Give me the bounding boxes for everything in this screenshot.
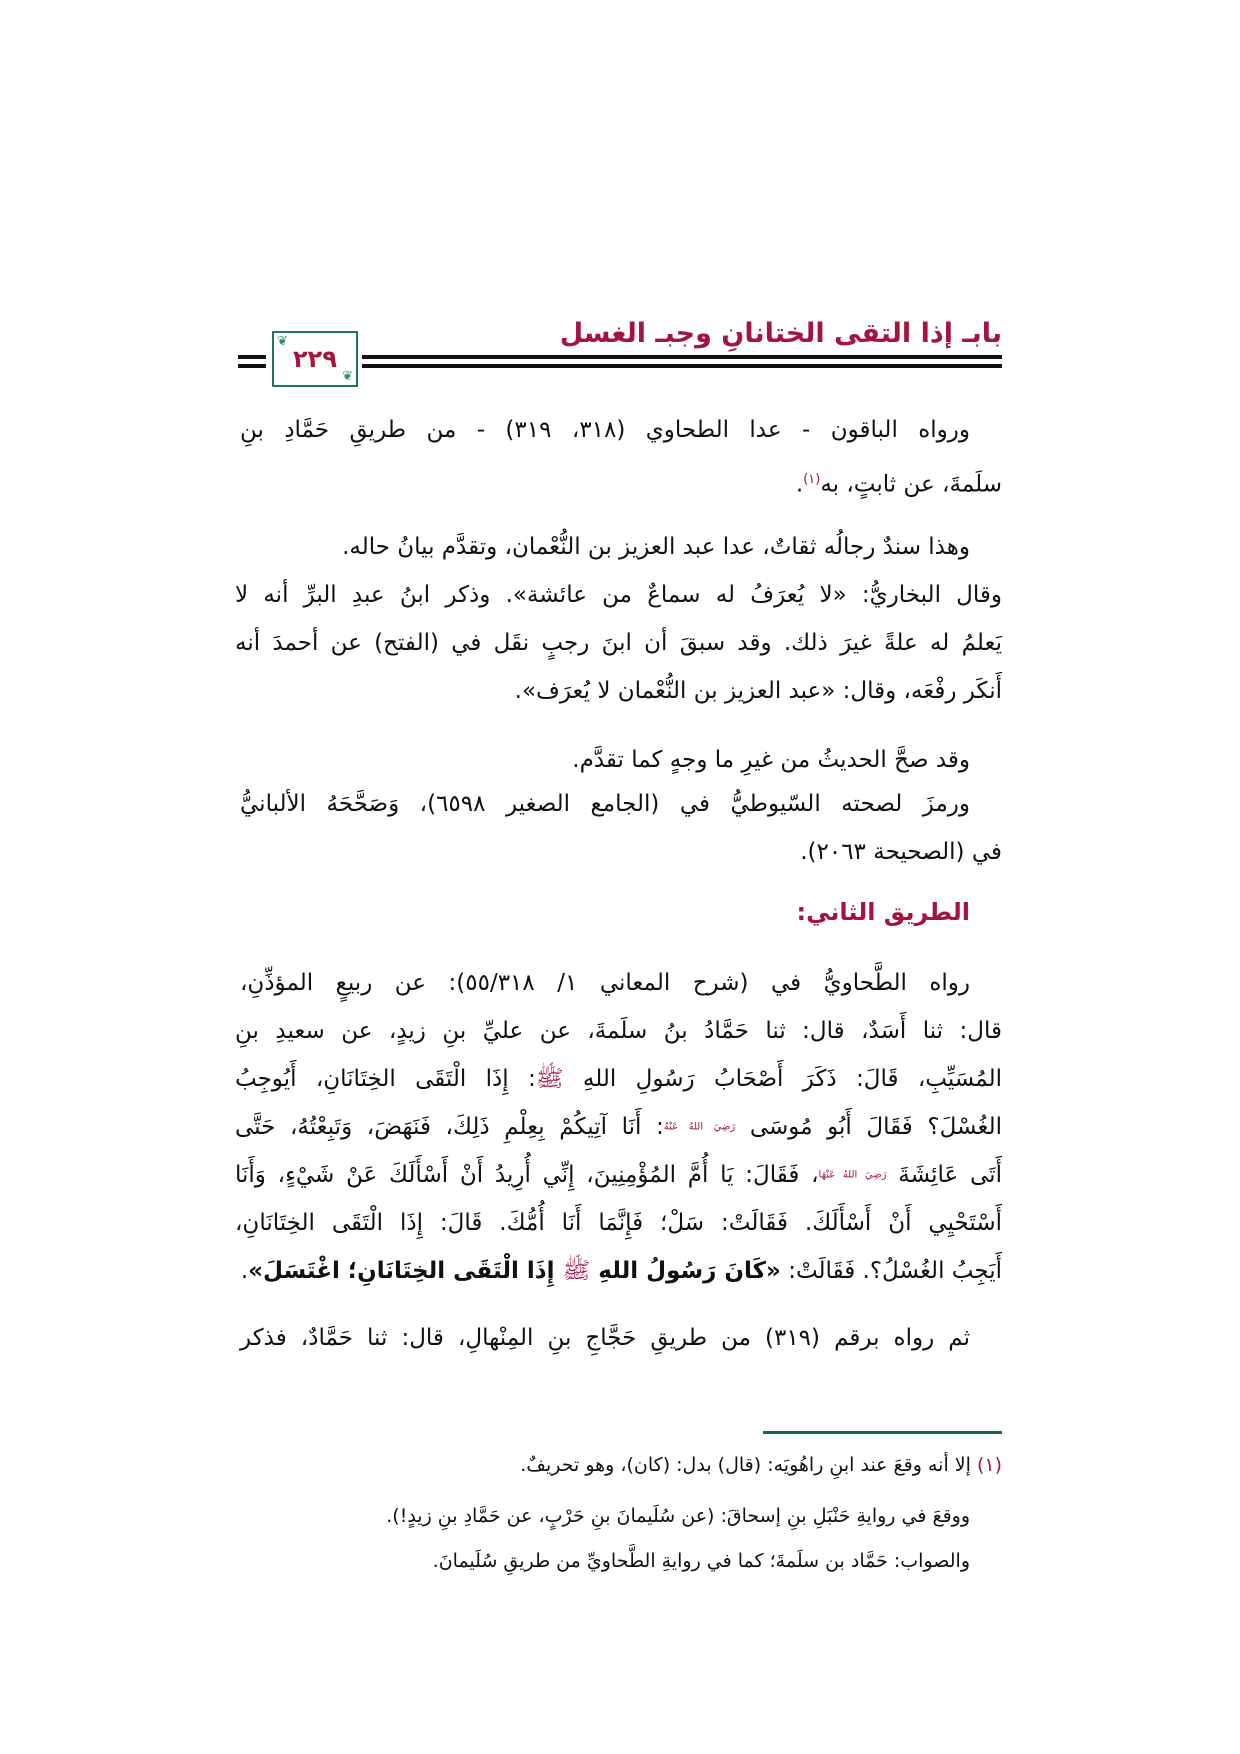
text-line	[240, 743, 970, 777]
text-line	[240, 966, 970, 1000]
header-rule-left	[238, 355, 266, 359]
text-line	[235, 1254, 1002, 1288]
honorific-icon: ﷺ	[562, 1258, 591, 1284]
text-segment: المُسَيِّبِ، قَالَ: ذَكَرَ أَصْحَابُ رَسُولِ اللهِ	[563, 1066, 1002, 1092]
footnote-separator	[763, 1431, 1002, 1434]
page-number-frame	[272, 331, 358, 387]
text-segment: : أَنَا آتِيكُمْ بِعِلْمِ ذَلِكَ، فَنَهَضَ، وَتَبِعْتُهُ، حَتَّى	[235, 1114, 664, 1140]
footnote-text: إلا أنه وقعَ عند ابنِ راهُويَه: (قال) بدل: (كان)، وهو تحريفٌ.	[520, 1454, 971, 1476]
text-line	[240, 787, 970, 821]
text-segment: سلَمةَ، عن ثابتٍ، به	[820, 471, 1002, 498]
text-segment: يَعلمُ له علةً غيرَ ذلك. وقد سبقَ أن ابنَ رجبٍ نقَل في (الفتح) عن أحمدَ أنه	[235, 630, 1002, 656]
text-line	[235, 578, 1002, 612]
text-segment: أَنكَر رفْعَه، وقال: «عبد العزيز بن النُّعْمان لا يُعرَف».	[514, 678, 1002, 704]
text-line	[240, 530, 970, 564]
text-segment: ثم رواه برقم (٣١٩) من طريقِ حَجَّاجِ بنِ المِنْهالِ، قال: ثنا حَمَّادٌ، فذكر	[240, 1325, 970, 1351]
text-segment: وهذا سندٌ رجالُه ثقاتٌ، عدا عبد العزيز بن النُّعْمان، وتقدَّم بيانُ حاله.	[342, 534, 970, 560]
text-segment: أَيَجِبُ الغُسْلُ؟. فَقَالَتْ:	[780, 1258, 1002, 1284]
footnote-number: (١)	[976, 1454, 1002, 1476]
text-segment: الغُسْلَ؟ فَقَالَ أَبُو مُوسَى	[735, 1114, 1003, 1140]
footnote-line	[520, 1450, 1002, 1480]
text-line	[235, 835, 1002, 869]
text-line	[235, 1206, 1002, 1240]
header-rule-left	[238, 364, 266, 368]
text-segment: : إِذَا الْتَقَى الخِتَانَانِ، أَيُوجِبُ	[235, 1066, 536, 1092]
text-segment: وقال البخاريُّ: «لا يُعرَفُ له سماعٌ من عائشة». وذكر ابنُ عبدِ البرِّ أنه لا	[235, 582, 1002, 608]
text-segment: رواه الطَّحاويُّ في (شرح المعاني ١/ ٥٥/٣١٨): عن ربيعٍ المؤذِّنِ،	[240, 970, 970, 996]
text-segment: .	[795, 471, 804, 498]
text-segment: «كَانَ رَسُولُ اللهِ	[590, 1258, 781, 1284]
text-segment: إِذَا الْتَقَى الخِتَانَانِ؛ اغْتَسَلَ»	[248, 1258, 563, 1284]
text-line	[235, 674, 1002, 708]
text-line	[235, 1158, 1002, 1193]
text-segment: في (الصحيحة ٢٠٦٣).	[800, 839, 1002, 865]
text-segment: ورمزَ لصحته السّيوطيُّ في (الجامع الصغير ٦٥٩٨)، وَصَحَّحَهُ الألبانيُّ	[240, 791, 970, 817]
chapter-title: بابـ إذا التقى الختانانِ وجبـ الغسل	[559, 318, 1002, 349]
text-line	[235, 1110, 1002, 1145]
text-segment: أَسْتَحْيِي أَنْ أَسْأَلَكَ. فَقَالَتْ: سَلْ؛ فَإِنَّمَا أَنَا أُمُّكَ. قَالَ: إِذَا الْتَقَى الخِتَانَانِ،	[235, 1210, 1002, 1236]
text-line	[235, 1014, 1002, 1048]
footnote-line: ووقعَ في روايةِ حَنْبَلِ بنِ إسحاقَ: (عن سُلَيمانَ بنِ حَرْبٍ، عن حَمَّادِ بنِ زيدٍ!).	[386, 1505, 970, 1527]
header-rule	[362, 355, 1002, 359]
text-segment: .	[240, 1258, 249, 1284]
honorific-icon: ﷺ	[535, 1066, 564, 1092]
section-heading: الطريق الثاني:	[796, 898, 970, 926]
honorific-icon: رَضِيَ اللهُ عَنْهُ	[663, 1121, 736, 1133]
text-line	[235, 463, 1002, 502]
page-number: ❦ ٢٢٩	[293, 345, 337, 373]
text-line	[235, 1062, 1002, 1096]
text-segment: أَتَى عَائِشَةَ	[886, 1162, 1002, 1188]
text-segment: وقد صحَّ الحديثُ من غيرِ ما وجهٍ كما تقدَّم.	[572, 747, 970, 773]
header-rule	[362, 364, 1002, 368]
footnote-ref: (١)	[803, 472, 821, 487]
footnote-line: والصواب: حَمَّاد بن سلَمةَ؛ كما في روايةِ الطَّحاويِّ من طريقِ سُلَيمانَ.	[432, 1550, 970, 1572]
text-segment: ، فَقَالَ: يَا أُمَّ المُؤْمِنِينَ، إِنِّي أُرِيدُ أَنْ أَسْأَلَكَ عَنْ شَيْءٍ، وَأَنَا	[235, 1162, 819, 1188]
text-segment: قال: ثنا أَسَدٌ، قال: ثنا حَمَّادُ بنُ سلَمةَ، عن عليِّ بنِ زيدٍ، عن سعيدِ بنِ	[235, 1018, 1002, 1044]
text-line	[240, 413, 970, 447]
honorific-icon: رَضِيَ اللهُ عَنْهَا	[818, 1169, 887, 1181]
text-line	[240, 1321, 970, 1355]
text-line	[235, 626, 1002, 660]
text-segment: ورواه الباقون - عدا الطحاوي (٣١٨، ٣١٩) - من طريقِ حَمَّادِ بنِ	[240, 417, 971, 443]
